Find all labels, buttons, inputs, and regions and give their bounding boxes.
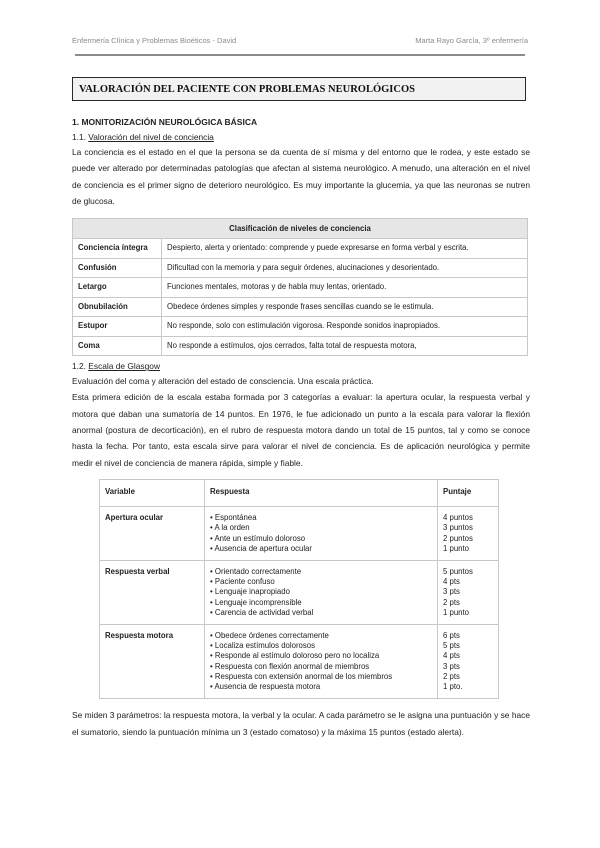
subsection-heading-1-1: 1.1. Valoración del nivel de conciencia bbox=[72, 132, 214, 142]
glasgow-scale-table bbox=[99, 479, 499, 699]
glasgow-intro: Evaluación del coma y alteración del estado de consciencia. Una escala práctica. bbox=[72, 376, 374, 387]
table-header: Clasificación de niveles de conciencia bbox=[73, 219, 528, 239]
table-row: Letargo Funciones mentales, motoras y de habla muy lentas, orientado. bbox=[73, 278, 528, 298]
table-row: Coma No responde a estímulos, ojos cerrados, falta total de respuesta motora, bbox=[73, 336, 528, 356]
table-row: Estupor No responde, solo con estimulación vigorosa. Responde sonidos inapropiados. bbox=[73, 317, 528, 337]
response-list: • Obedece órdenes correctamente • Localiza estímulos dolorosos • Responde al estímulo doloroso pero no localiza • Respuesta con flexión anormal de miembros • Respuesta con extensión anormal de los miembros • Ausencia de respuesta motora bbox=[210, 631, 432, 692]
consciousness-levels-table bbox=[72, 218, 528, 356]
document-body bbox=[72, 114, 530, 740]
consciousness-paragraph: La conciencia es el estado en el que la persona se da cuenta de sí misma y del entorno que le rodea, y este estado se puede ver alterado por determinadas patologías que afectan al sistema neurológico. A menudo, una alteración en el nivel de conciencia es el primer signo de deterioro neurológico. Es muy importante la glucemia, ya que las neuronas se nutren de glucosa. bbox=[72, 147, 530, 206]
subsection-heading-1-2: 1.2. Escala de Glasgow bbox=[72, 361, 160, 372]
subsection-title: Valoración del nivel de conciencia bbox=[88, 132, 214, 142]
table-row: Respuesta verbal • Orientado correctamente • Paciente confuso • Lenguaje inapropiado • Lenguaje incomprensible • Carencia de actividad verbal 5 puntos 4 pts 3 pts 2 pts 1 punto bbox=[100, 560, 499, 624]
page-header bbox=[72, 36, 528, 45]
glasgow-paragraph: Esta primera edición de la escala estaba formada por 3 categorías a evaluar: la apertura ocular, la respuesta verbal y motora que daban una sumatoria de 14 puntos. En 1976, le fue adicionado un punto a la escala para valorar la flexión anormal (postura de decorticación), en el rubro de respuesta motora dando un total de 15 puntos, tal y como se conoce hasta la fecha. Por tanto, esta escala sirve para valorar el nivel de conciencia. Es de aplicación neurológica y permite medir el nivel de conciencia de manera rápida, simple y fiable. bbox=[72, 392, 530, 468]
document-title bbox=[72, 77, 526, 101]
table-row: Respuesta motora • Obedece órdenes correctamente • Localiza estímulos dolorosos • Responde al estímulo doloroso pero no localiza • Respuesta con flexión anormal de miembros • Respuesta con extensión anormal de los miembros • Ausencia de respuesta motora 6 pts 5 pts 4 pts 3 pts 2 pts 1 pto. bbox=[100, 625, 499, 699]
document-title-text: VALORACIÓN DEL PACIENTE CON PROBLEMAS NEUROLÓGICOS bbox=[79, 83, 415, 95]
table-row: Conciencia íntegra Despierto, alerta y orientado: comprende y puede expresarse en forma verbal y escrita. bbox=[73, 239, 528, 259]
closing-paragraph: Se miden 3 parámetros: la respuesta motora, la verbal y la ocular. A cada parámetro se le asigna una puntuación y se hace el sumatorio, siendo la puntuación mínima un 3 (estado comatoso) y la máxima 15 puntos (estado alerta). bbox=[72, 710, 530, 737]
score-list: 5 puntos 4 pts 3 pts 2 pts 1 punto bbox=[438, 560, 499, 624]
table-row: Apertura ocular • Espontánea • A la orden • Ante un estímulo doloroso • Ausencia de apertura ocular 4 puntos 3 puntos 2 puntos 1 punto bbox=[100, 507, 499, 561]
score-list: 6 pts 5 pts 4 pts 3 pts 2 pts 1 pto. bbox=[438, 625, 499, 699]
response-list: • Orientado correctamente • Paciente confuso • Lenguaje inapropiado • Lenguaje incomprensible • Carencia de actividad verbal bbox=[210, 567, 432, 618]
response-list: • Espontánea • A la orden • Ante un estímulo doloroso • Ausencia de apertura ocular bbox=[210, 513, 432, 554]
score-list: 4 puntos 3 puntos 2 puntos 1 punto bbox=[438, 507, 499, 561]
header-author: Marta Rayo García, 3º enfermería bbox=[415, 36, 528, 45]
header-course: Enfermería Clínica y Problemas Bioéticos - David bbox=[72, 36, 237, 45]
subsection-title: Escala de Glasgow bbox=[88, 361, 160, 372]
table-row: Obnubilación Obedece órdenes simples y responde frases sencillas cuando se le estimula. bbox=[73, 297, 528, 317]
section-heading: 1. MONITORIZACIÓN NEUROLÓGICA BÁSICA bbox=[72, 117, 258, 127]
table-header-row: Variable Respuesta Puntaje bbox=[100, 479, 499, 506]
table-row: Confusión Dificultad con la memoria y para seguir órdenes, alucinaciones y desorientado. bbox=[73, 258, 528, 278]
header-divider bbox=[75, 54, 525, 56]
